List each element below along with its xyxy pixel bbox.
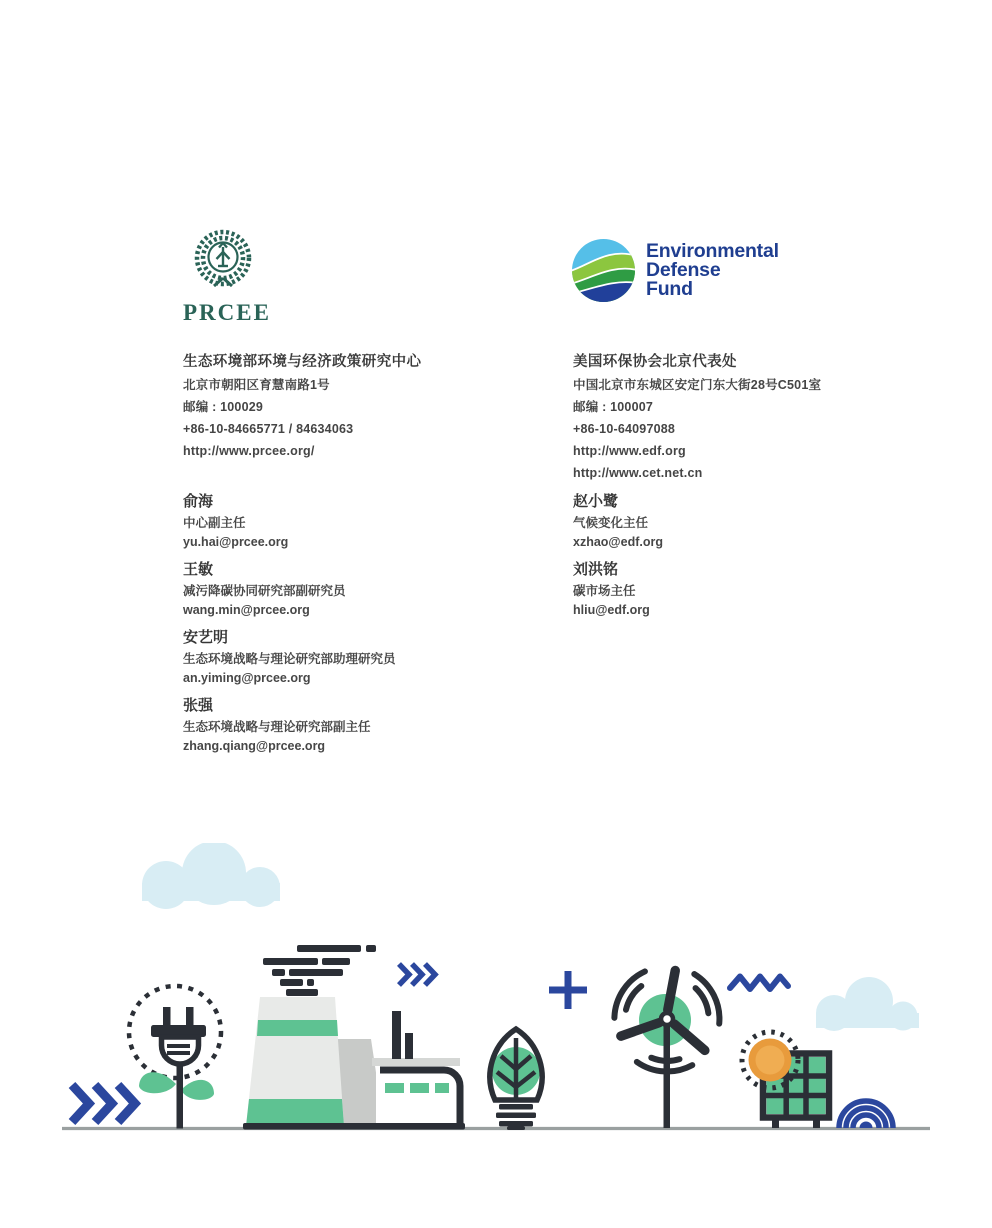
contact-title: 生态环境战略与理论研究部助理研究员 xyxy=(183,652,396,666)
org-info-edf xyxy=(573,354,923,488)
contact-name: 刘洪铭 xyxy=(573,561,619,578)
org-address: 北京市朝阳区育慧南路1号 xyxy=(183,378,330,392)
contact-email-link[interactable]: an.yiming@prcee.org xyxy=(183,671,311,685)
signal-arcs-icon xyxy=(839,1101,893,1128)
contact-name: 安艺明 xyxy=(183,629,229,646)
contact-title: 生态环境战略与理论研究部副主任 xyxy=(183,720,371,734)
smoke-bars xyxy=(263,945,376,1005)
contact-entry xyxy=(573,493,923,549)
contact-email-link[interactable]: wang.min@prcee.org xyxy=(183,603,310,617)
org-name: 生态环境部环境与经济政策研究中心 xyxy=(183,354,422,370)
contact-email-link[interactable]: hliu@edf.org xyxy=(573,603,650,617)
sun-icon xyxy=(742,1032,798,1088)
edf-globe-icon xyxy=(572,239,635,302)
plus-icon xyxy=(549,971,587,1009)
contact-name: 俞海 xyxy=(183,493,214,510)
edf-website-link[interactable]: http://www.edf.org xyxy=(573,444,686,458)
contact-email-link[interactable]: zhang.qiang@prcee.org xyxy=(183,739,326,753)
power-plant-icon xyxy=(243,945,465,1130)
speed-chevrons-icon xyxy=(72,1085,135,1122)
leaf-bulb-icon xyxy=(490,1029,542,1130)
cet-website-link[interactable]: http://www.cet.net.cn xyxy=(573,466,703,480)
org-info-prcee xyxy=(183,354,533,466)
plug-flower-icon xyxy=(129,986,221,1129)
contact-entry xyxy=(183,493,533,549)
edf-logo-line2: Defense xyxy=(646,259,721,281)
small-chevrons-icon xyxy=(399,964,435,985)
contact-email-link[interactable]: xzhao@edf.org xyxy=(573,535,663,549)
contacts-edf xyxy=(573,493,923,629)
edf-logo-line1: Environmental xyxy=(646,240,779,262)
zigzag-icon xyxy=(730,977,788,990)
prcee-wreath-icon xyxy=(183,227,263,293)
edf-logo-line3: Fund xyxy=(646,278,693,300)
wind-turbine-icon xyxy=(614,968,734,1128)
edf-logo xyxy=(572,239,779,302)
contact-entry xyxy=(183,697,533,753)
contact-entry xyxy=(183,561,533,617)
clean-energy-illustration xyxy=(0,843,992,1153)
contact-title: 减污降碳协同研究部副研究员 xyxy=(183,584,346,598)
org-postcode: 邮编 : 100007 xyxy=(573,400,654,414)
org-address: 中国北京市东城区安定门东大街28号C501室 xyxy=(573,378,822,392)
prcee-website-link[interactable]: http://www.prcee.org/ xyxy=(183,444,315,458)
org-phone: +86-10-64097088 xyxy=(573,422,676,436)
cloud-right-icon xyxy=(816,977,919,1031)
prcee-logo xyxy=(183,227,293,326)
edf-logo-text xyxy=(646,239,779,299)
org-postcode: 邮编 : 100029 xyxy=(183,400,264,414)
contact-email-link[interactable]: yu.hai@prcee.org xyxy=(183,535,289,549)
prcee-logo-text: PRCEE xyxy=(183,300,271,325)
contact-name: 赵小鹭 xyxy=(573,493,619,510)
cloud-icon xyxy=(142,843,280,909)
contact-title: 中心副主任 xyxy=(183,516,246,530)
contact-title: 碳市场主任 xyxy=(573,584,636,598)
org-name: 美国环保协会北京代表处 xyxy=(573,354,737,370)
contact-name: 张强 xyxy=(183,697,214,714)
contact-title: 气候变化主任 xyxy=(573,516,649,530)
contact-name: 王敏 xyxy=(183,561,214,578)
contacts-prcee xyxy=(183,493,533,765)
contact-entry xyxy=(573,561,923,617)
org-phone: +86-10-84665771 / 84634063 xyxy=(183,422,354,436)
contact-entry xyxy=(183,629,533,685)
